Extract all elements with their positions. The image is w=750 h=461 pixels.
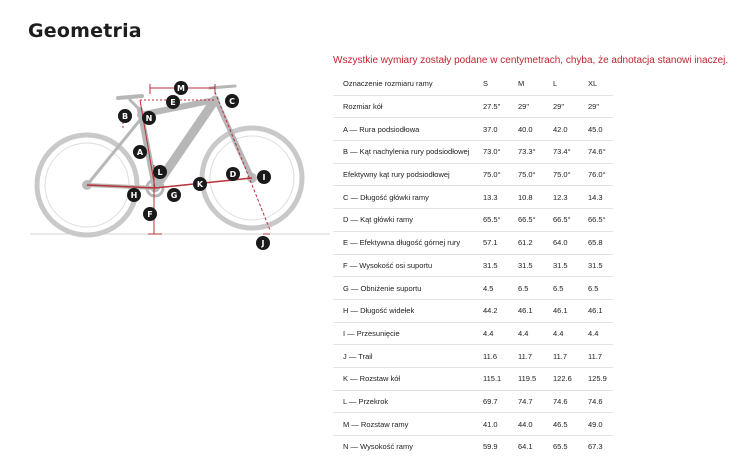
cell-value: 11.6 xyxy=(473,345,508,368)
marker-n xyxy=(142,111,156,125)
cell-value: 4.4 xyxy=(508,322,543,345)
cell-value: 64.0 xyxy=(543,231,578,254)
cell-value: 11.7 xyxy=(508,345,543,368)
cell-value: 31.5 xyxy=(473,254,508,277)
row-label: Rozmiar kół xyxy=(333,95,473,118)
svg-text:A: A xyxy=(136,148,144,157)
marker-c xyxy=(225,94,239,108)
svg-text:N: N xyxy=(145,114,153,123)
cell-value: 37.0 xyxy=(473,118,508,141)
cell-value: M xyxy=(508,73,543,95)
cell-value: 61.2 xyxy=(508,231,543,254)
marker-m xyxy=(174,81,188,95)
table-row xyxy=(333,95,613,118)
cell-value: 40.0 xyxy=(508,118,543,141)
table-header-row xyxy=(333,73,613,95)
cell-value: 66.5° xyxy=(508,209,543,232)
cell-value: 4.4 xyxy=(578,322,613,345)
svg-text:M: M xyxy=(177,84,185,93)
row-label: G — Obniżenie suportu xyxy=(333,277,473,300)
svg-text:H: H xyxy=(130,191,138,200)
cell-value: 11.7 xyxy=(578,345,613,368)
svg-text:D: D xyxy=(229,170,237,179)
svg-text:C: C xyxy=(229,97,235,106)
marker-e xyxy=(166,95,180,109)
cell-value: 4.5 xyxy=(473,277,508,300)
page-title: Geometria xyxy=(28,20,142,42)
cell-value: 29" xyxy=(508,95,543,118)
row-label: I — Przesunięcie xyxy=(333,322,473,345)
cell-value: L xyxy=(543,73,578,95)
cell-value: 73.0° xyxy=(473,141,508,164)
cell-value: 29" xyxy=(543,95,578,118)
units-note: Wszystkie wymiary zostały podane w centymetrach, chyba, że adnotacja stanowi inaczej. xyxy=(333,55,729,66)
geometry-table xyxy=(333,73,613,458)
cell-value: 31.5 xyxy=(508,254,543,277)
cell-value: 75.0° xyxy=(543,163,578,186)
bike-geometry-diagram xyxy=(30,70,330,260)
table-row xyxy=(333,413,613,436)
cell-value: 11.7 xyxy=(543,345,578,368)
cell-value: 66.5° xyxy=(543,209,578,232)
row-label: D — Kąt główki ramy xyxy=(333,209,473,232)
marker-j xyxy=(256,236,270,250)
table-row xyxy=(333,163,613,186)
table-row xyxy=(333,367,613,390)
cell-value: 65.5 xyxy=(553,442,568,452)
row-label: A — Rura podsiodłowa xyxy=(333,118,473,141)
row-label: L — Przekrok xyxy=(333,390,473,413)
cell-value: 6.5 xyxy=(578,277,613,300)
row-label: F — Wysokość osi suportu xyxy=(333,254,473,277)
cell-value: 73.4° xyxy=(543,141,578,164)
cell-value: 75.0° xyxy=(508,163,543,186)
row-label: C — Długość główki ramy xyxy=(333,186,473,209)
cell-value: 13.3 xyxy=(473,186,508,209)
cell-value: 31.5 xyxy=(543,254,578,277)
cell-value: 74.7 xyxy=(508,390,543,413)
cell-value: 74.6 xyxy=(578,390,613,413)
cell-value: 4.4 xyxy=(473,322,508,345)
svg-text:I: I xyxy=(262,173,266,182)
cell-value: 75.0° xyxy=(473,163,508,186)
cell-value: 44.0 xyxy=(508,413,543,436)
table-row xyxy=(333,231,613,254)
table-row xyxy=(333,141,613,164)
cell-value: 12.3 xyxy=(543,186,578,209)
cell-value: 67.3 xyxy=(588,442,603,452)
row-label: H — Długość widełek xyxy=(333,299,473,322)
cell-value: 49.0 xyxy=(578,413,613,436)
svg-text:B: B xyxy=(121,112,129,121)
table-row xyxy=(333,277,613,300)
cell-value: 6.5 xyxy=(543,277,578,300)
marker-h xyxy=(127,188,141,202)
cell-value: 69.7 xyxy=(473,390,508,413)
cell-value: 65.8 xyxy=(578,231,613,254)
cell-value: 115.1 xyxy=(473,367,508,390)
cell-value: 74.6° xyxy=(578,141,613,164)
table-row xyxy=(333,322,613,345)
cell-value: 73.3° xyxy=(508,141,543,164)
cell-value: 14.3 xyxy=(578,186,613,209)
svg-text:G: G xyxy=(170,191,178,200)
cell-value: 4.4 xyxy=(543,322,578,345)
marker-a xyxy=(133,145,147,159)
svg-text:K: K xyxy=(196,180,204,189)
cell-value: 46.1 xyxy=(508,299,543,322)
cell-value: 44.2 xyxy=(473,299,508,322)
cell-value: 45.0 xyxy=(578,118,613,141)
cell-value: 46.5 xyxy=(543,413,578,436)
row-label: J — Trail xyxy=(333,345,473,368)
cell-value: 41.0 xyxy=(473,413,508,436)
marker-g xyxy=(167,188,181,202)
cell-value: 65.5° xyxy=(473,209,508,232)
marker-f xyxy=(143,207,157,221)
svg-text:L: L xyxy=(157,168,163,177)
svg-text:E: E xyxy=(170,98,176,107)
marker-k xyxy=(193,177,207,191)
cell-value: 10.8 xyxy=(508,186,543,209)
table-row xyxy=(333,390,613,413)
marker-b xyxy=(118,109,132,123)
cell-value: 27.5" xyxy=(473,95,508,118)
marker-l xyxy=(153,165,167,179)
table-row xyxy=(333,436,613,458)
marker-d xyxy=(226,167,240,181)
table-row xyxy=(333,299,613,322)
svg-text:F: F xyxy=(147,210,153,219)
table-row xyxy=(333,118,613,141)
cell-value: 46.1 xyxy=(543,299,578,322)
cell-value: 29" xyxy=(578,95,613,118)
cell-value: S xyxy=(473,73,508,95)
cell-value: 74.6 xyxy=(543,390,578,413)
cell-value: 6.5 xyxy=(508,277,543,300)
table-row xyxy=(333,345,613,368)
row-label: E — Efektywna długość górnej rury xyxy=(333,231,473,254)
cell-value: 59.9 xyxy=(483,442,498,452)
row-label: K — Rozstaw kół xyxy=(333,367,473,390)
table-row xyxy=(333,186,613,209)
cell-value: 42.0 xyxy=(543,118,578,141)
row-label: B — Kąt nachylenia rury podsiodłowej xyxy=(333,141,473,164)
row-label: N — Wysokość ramy xyxy=(343,442,413,452)
svg-text:J: J xyxy=(261,239,265,248)
cell-value: 64.1 xyxy=(518,442,533,452)
cell-value: 122.6 xyxy=(543,367,578,390)
table-row xyxy=(333,254,613,277)
cell-value: 66.5° xyxy=(578,209,613,232)
marker-i xyxy=(257,170,271,184)
row-label: M — Rozstaw ramy xyxy=(333,413,473,436)
cell-value: 31.5 xyxy=(578,254,613,277)
cell-value: 125.9 xyxy=(578,367,613,390)
cell-value: XL xyxy=(578,73,613,95)
table-row xyxy=(333,209,613,232)
cell-value: 57.1 xyxy=(473,231,508,254)
cell-value: 119.5 xyxy=(508,367,543,390)
cell-value: 46.1 xyxy=(578,299,613,322)
row-label: Efektywny kąt rury podsiodłowej xyxy=(333,163,473,186)
cell-value: 76.0° xyxy=(578,163,613,186)
row-label: Oznaczenie rozmiaru ramy xyxy=(333,73,473,95)
